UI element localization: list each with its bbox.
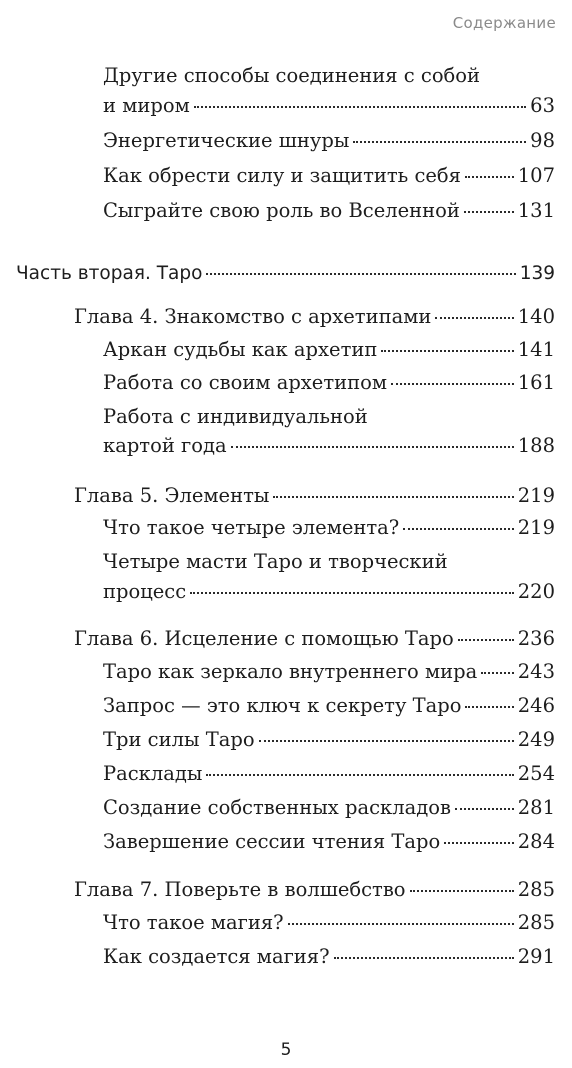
toc-entry-title: Что такое четыре элемента?: [103, 516, 400, 539]
toc-page-number: 254: [517, 762, 555, 785]
toc-entry[interactable]: [103, 694, 555, 718]
toc-chapter-entry[interactable]: [74, 305, 555, 329]
chapter-title: Глава 6. Исцеление с помощью Таро: [74, 627, 454, 650]
dot-leader: [231, 446, 514, 448]
dot-leader: [206, 273, 515, 275]
toc-entry-title: Таро как зеркало внутреннего мира: [103, 660, 478, 683]
dot-leader: [465, 706, 513, 708]
toc-entry-title: Четыре масти Таро и творческий: [103, 550, 448, 573]
toc-part-entry[interactable]: [16, 262, 555, 286]
chapter-title: Глава 5. Элементы: [74, 484, 270, 507]
toc-entry-title: Расклады: [103, 762, 203, 785]
toc-page-number: 285: [517, 911, 555, 934]
toc-page-number: 161: [517, 371, 555, 394]
toc-entry[interactable]: [103, 796, 555, 820]
toc-entry-title: Завершение сессии чтения Таро: [103, 830, 441, 853]
toc-entry[interactable]: [103, 129, 555, 153]
toc-entry-title: Что такое магия?: [103, 911, 284, 934]
dot-leader: [353, 141, 526, 143]
toc-page-number: 98: [530, 129, 555, 152]
dot-leader: [288, 923, 514, 925]
toc-entry-title: Сыграйте свою роль во Вселенной: [103, 199, 460, 222]
dot-leader: [455, 808, 514, 810]
toc-entry[interactable]: [103, 830, 555, 854]
toc-entry[interactable]: [103, 728, 555, 752]
running-head: Содержание: [452, 14, 556, 32]
toc-entry[interactable]: [103, 434, 555, 458]
toc-page-number: 63: [530, 94, 555, 117]
toc-page-number: 243: [517, 660, 555, 683]
toc-page-number: 281: [517, 796, 555, 819]
toc-entry[interactable]: [103, 580, 555, 604]
toc-page-number: 284: [517, 830, 555, 853]
toc-page-number: 219: [517, 516, 555, 539]
dot-leader: [334, 957, 514, 959]
toc-entry[interactable]: [103, 94, 555, 118]
toc-page-number: 249: [517, 728, 555, 751]
toc-page-number: 291: [517, 945, 555, 968]
toc-chapter-entry[interactable]: [74, 878, 555, 902]
dot-leader: [273, 496, 513, 498]
toc-entry-title: Аркан судьбы как архетип: [103, 338, 378, 361]
toc-entry-title: Создание собственных раскладов: [103, 796, 451, 819]
toc-page-number: 139: [519, 263, 555, 284]
toc-page-number: 131: [517, 199, 555, 222]
toc-entry[interactable]: [103, 911, 555, 935]
dot-leader: [464, 211, 514, 213]
toc-entry[interactable]: [103, 660, 555, 684]
toc-entry-title: Работа с индивидуальной: [103, 405, 368, 428]
toc-page-number: 107: [517, 164, 555, 187]
dot-leader: [410, 890, 514, 892]
toc-entry-title: Энергетические шнуры: [103, 129, 350, 152]
toc-entry-title: Другие способы соединения с собой: [103, 64, 481, 87]
toc-page-number: 236: [517, 627, 555, 650]
toc-page-number: 140: [517, 305, 555, 328]
toc-page-number: 219: [517, 484, 555, 507]
dot-leader: [465, 176, 514, 178]
toc-entry[interactable]: [103, 164, 555, 188]
toc-entry[interactable]: [103, 945, 555, 969]
chapter-title: Глава 4. Знакомство с архетипами: [74, 305, 432, 328]
toc-entry[interactable]: [103, 371, 555, 395]
dot-leader: [444, 842, 514, 844]
dot-leader: [458, 639, 514, 641]
toc-page-number: 141: [517, 338, 555, 361]
dot-leader: [206, 774, 513, 776]
dot-leader: [435, 317, 513, 319]
dot-leader: [381, 350, 513, 352]
dot-leader: [481, 672, 513, 674]
toc-page-number: 285: [517, 878, 555, 901]
toc-entry-title: Запрос — это ключ к секрету Таро: [103, 694, 462, 717]
toc-page-number: 220: [517, 580, 555, 603]
toc-entry-line1: [103, 405, 555, 429]
part-title: Часть вторая. Таро: [16, 263, 203, 284]
chapter-title: Глава 7. Поверьте в волшебство: [74, 878, 406, 901]
dot-leader: [194, 106, 526, 108]
toc-entry-line1: [103, 550, 555, 574]
dot-leader: [391, 383, 514, 385]
toc-entry-title: картой года: [103, 434, 227, 457]
toc-entry[interactable]: [103, 516, 555, 540]
dot-leader: [190, 592, 514, 594]
toc-entry[interactable]: [103, 199, 555, 223]
toc-entry-title: процесс: [103, 580, 187, 603]
toc-entry-title: Работа со своим архетипом: [103, 371, 388, 394]
toc-entry[interactable]: [103, 762, 555, 786]
toc-entry-title: Как создается магия?: [103, 945, 330, 968]
toc-page-number: 188: [517, 434, 555, 457]
toc-chapter-entry[interactable]: [74, 484, 555, 508]
toc-chapter-entry[interactable]: [74, 627, 555, 651]
dot-leader: [403, 528, 514, 530]
toc-entry-title: Как обрести силу и защитить себя: [103, 164, 461, 187]
toc-entry-line1: [103, 64, 555, 88]
toc-page-number: 246: [517, 694, 555, 717]
page-number: 5: [280, 1040, 292, 1060]
dot-leader: [259, 740, 514, 742]
toc-entry-title: и миром: [103, 94, 190, 117]
toc-entry[interactable]: [103, 338, 555, 362]
toc-entry-title: Три силы Таро: [103, 728, 255, 751]
